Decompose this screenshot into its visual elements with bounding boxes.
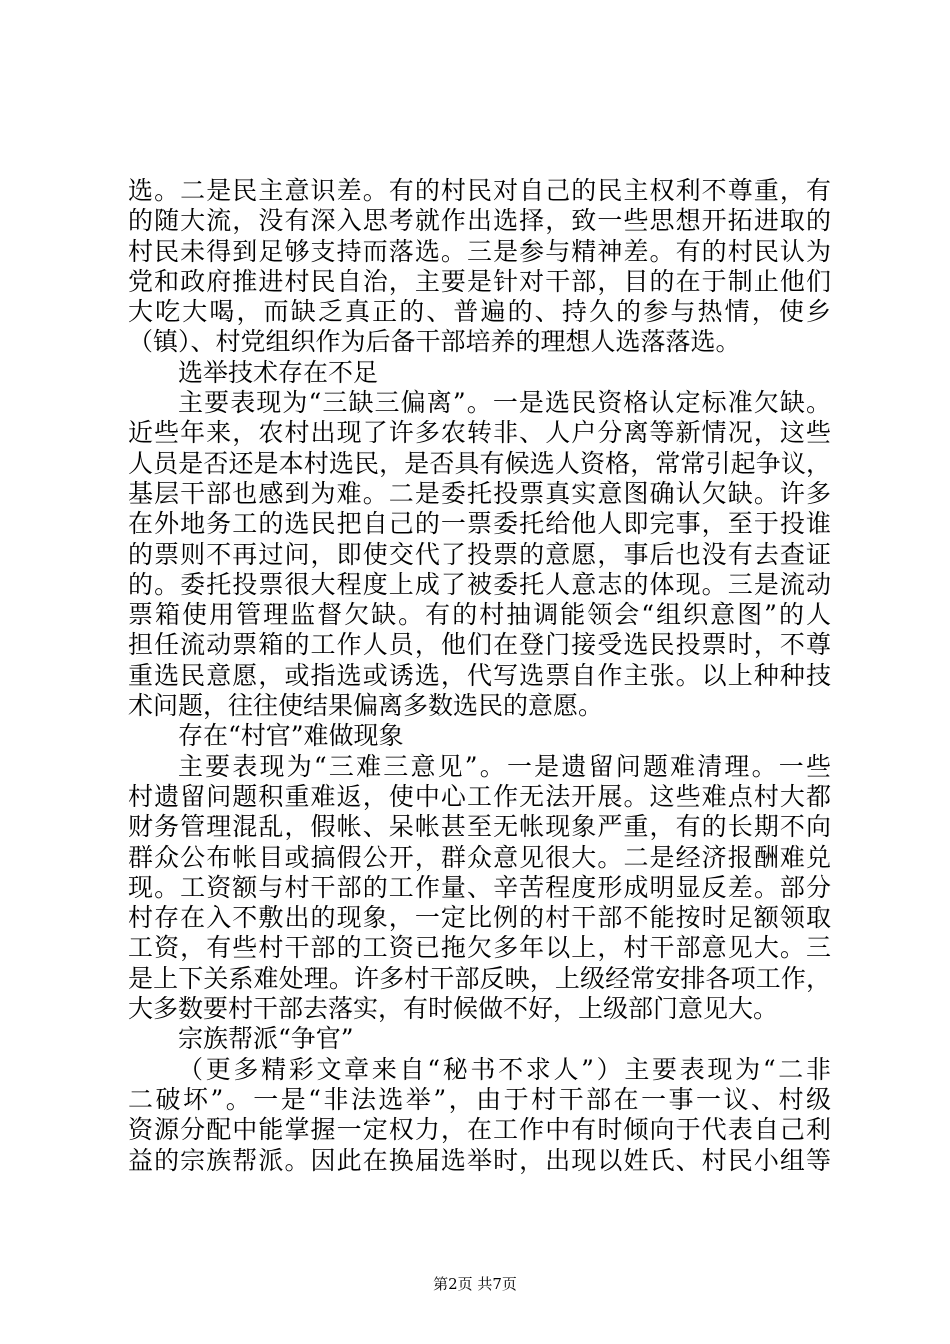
paragraph-line: 主要表现为“三缺三偏离”。一是选民资格认定标准欠缺。 — [178, 388, 831, 418]
paragraph-line: 资源分配中能掌握一定权力，在工作中有时倾向于代表自己利 — [128, 1115, 831, 1145]
paragraph-line: （镇）、村党组织作为后备干部培养的理想人选落落选。 — [128, 327, 741, 357]
paragraph-line: 村存在入不敷出的现象，一定比例的村干部不能按时足额领取 — [128, 903, 831, 933]
paragraph-line: 村遗留问题积重难返，使中心工作无法开展。这些难点村大都 — [128, 781, 831, 811]
section-heading: 选举技术存在不足 — [178, 357, 379, 387]
paragraph-line: 二破坏”。一是“非法选举”，由于村干部在一事一议、村级 — [128, 1084, 831, 1114]
paragraph-line: 财务管理混乱，假帐、呆帐甚至无帐现象严重，有的长期不向 — [128, 812, 831, 842]
paragraph-line: 近些年来，农村出现了许多农转非、人户分离等新情况，这些 — [128, 418, 831, 448]
paragraph-line: 在外地务工的选民把自己的一票委托给他人即完事，至于投谁 — [128, 509, 831, 539]
paragraph-line: 党和政府推进村民自治，主要是针对干部，目的在于制止他们 — [128, 266, 831, 296]
paragraph-line: 担任流动票箱的工作人员，他们在登门接受选民投票时，不尊 — [128, 630, 831, 660]
paragraph-line: 益的宗族帮派。因此在换届选举时，出现以姓氏、村民小组等 — [128, 1145, 831, 1175]
section-heading: 宗族帮派“争官” — [178, 1024, 354, 1054]
paragraph-line: 的随大流，没有深入思考就作出选择，致一些思想开拓进取的 — [128, 206, 831, 236]
paragraph-line: 选。二是民主意识差。有的村民对自己的民主权利不尊重，有 — [128, 176, 831, 205]
document-body — [128, 176, 831, 1176]
paragraph-line: 基层干部也感到为难。二是委托投票真实意图确认欠缺。许多 — [128, 478, 831, 508]
paragraph-line: 人员是否还是本村选民，是否具有候选人资格，常常引起争议， — [128, 448, 831, 478]
paragraph-line: 村民未得到足够支持而落选。三是参与精神差。有的村民认为 — [128, 236, 831, 266]
paragraph-line: 的。委托投票很大程度上成了被委托人意志的体现。三是流动 — [128, 569, 831, 599]
section-heading: 存在“村官”难做现象 — [178, 721, 404, 751]
paragraph-line: （更多精彩文章来自“秘书不求人”）主要表现为“二非 — [178, 1054, 831, 1084]
paragraph-line: 现。工资额与村干部的工作量、辛苦程度形成明显反差。部分 — [128, 872, 831, 902]
paragraph-line: 的票则不再过问，即使交代了投票的意愿，事后也没有去查证 — [128, 539, 831, 569]
paragraph-line: 群众公布帐目或搞假公开，群众意见很大。二是经济报酬难兑 — [128, 842, 831, 872]
paragraph-line: 重选民意愿，或指选或诱选，代写选票自作主张。以上种种技 — [128, 660, 831, 690]
paragraph-line: 大多数要村干部去落实，有时候做不好，上级部门意见大。 — [128, 994, 779, 1024]
page-number-footer: 第2页 共7页 — [433, 1275, 517, 1293]
paragraph-line: 工资，有些村干部的工资已拖欠多年以上，村干部意见大。三 — [128, 933, 831, 963]
paragraph-line: 是上下关系难处理。许多村干部反映，上级经常安排各项工作， — [128, 963, 831, 993]
paragraph-line: 票箱使用管理监督欠缺。有的村抽调能领会“组织意图”的人 — [128, 600, 831, 630]
paragraph-line: 大吃大喝，而缺乏真正的、普遍的、持久的参与热情，使乡 — [128, 297, 831, 327]
paragraph-line: 术问题，往往使结果偏离多数选民的意愿。 — [128, 691, 604, 721]
paragraph-line: 主要表现为“三难三意见”。一是遗留问题难清理。一些 — [178, 751, 831, 781]
